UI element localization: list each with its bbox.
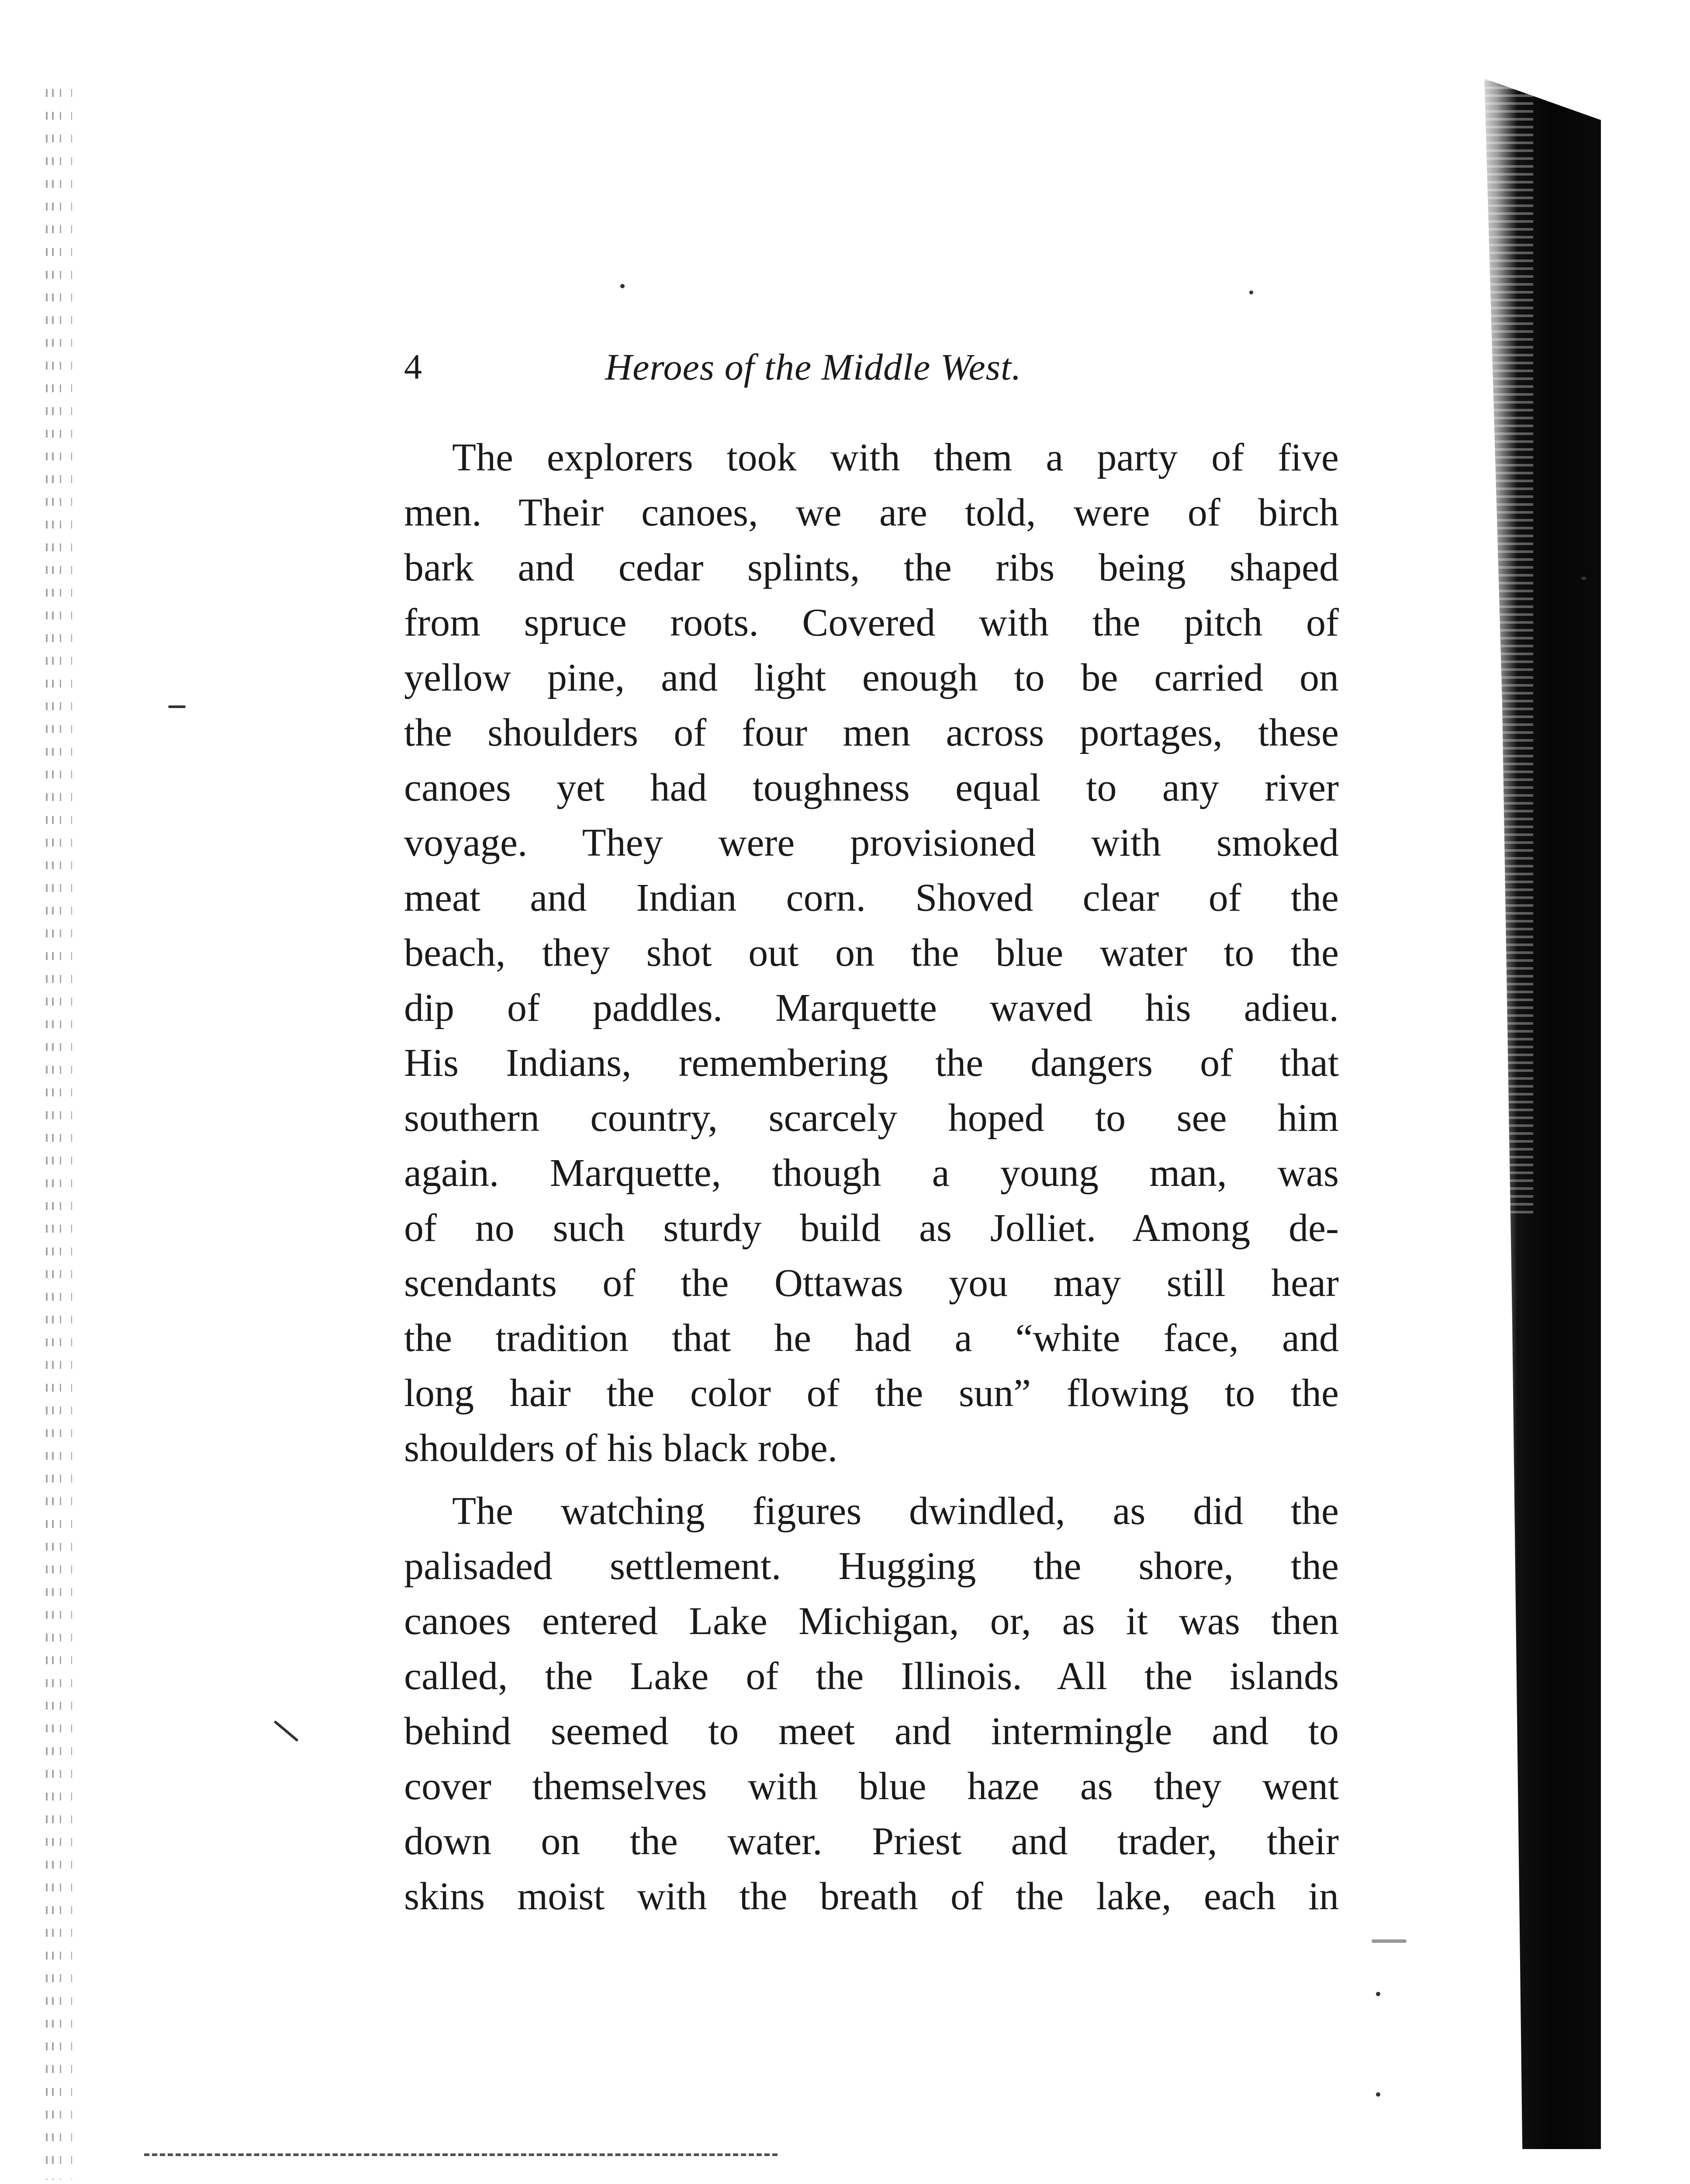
text-line: voyage. They were provisioned with smoked — [404, 821, 1339, 864]
running-title: Heroes of the Middle West. — [605, 346, 1022, 388]
scan-speck — [1376, 1992, 1380, 1996]
text-line: yellow pine, and light enough to be carried on — [404, 656, 1339, 699]
scan-speck — [1581, 577, 1586, 580]
right-page-edge-grain — [1468, 79, 1533, 1214]
text-line: His Indians, remembering the dangers of that — [404, 1041, 1339, 1085]
text-line: The watching figures dwindled, as did the — [452, 1489, 1339, 1533]
left-binding-edge — [46, 74, 111, 2180]
text-line: bark and cedar splints, the ribs being shaped — [404, 546, 1339, 589]
text-line: called, the Lake of the Illinois. All the islands — [404, 1655, 1339, 1698]
text-line: palisaded settlement. Hugging the shore, the — [404, 1545, 1339, 1588]
text-line: the shoulders of four men across portages, these — [404, 711, 1339, 754]
text-line: long hair the color of the sun” flowing to the — [404, 1372, 1339, 1415]
text-line: shoulders of his black robe. — [404, 1427, 838, 1470]
text-line: the tradition that he had a “white face, and — [404, 1317, 1339, 1360]
page-number: 4 — [404, 347, 422, 387]
body-text — [404, 430, 1339, 1924]
text-line: down on the water. Priest and trader, their — [404, 1820, 1339, 1863]
text-line: scendants of the Ottawas you may still hear — [404, 1261, 1339, 1305]
scan-speck — [1376, 2092, 1380, 2097]
scan-speck — [168, 705, 186, 708]
text-line: southern country, scarcely hoped to see him — [404, 1096, 1339, 1140]
text-line: behind seemed to meet and intermingle and to — [404, 1710, 1339, 1753]
paragraph — [404, 430, 1339, 1476]
page-header — [404, 336, 1343, 397]
paragraph — [404, 1484, 1339, 1924]
text-line: skins moist with the breath of the lake, each in — [404, 1875, 1339, 1918]
text-line: of no such sturdy build as Jolliet. Among de- — [404, 1206, 1339, 1250]
text-line: cover themselves with blue haze as they went — [404, 1765, 1339, 1808]
scan-speck — [1249, 290, 1253, 294]
text-line: dip of paddles. Marquette waved his adieu. — [404, 986, 1339, 1030]
text-line: The explorers took with them a party of five — [452, 436, 1339, 479]
text-line: canoes yet had toughness equal to any river — [404, 766, 1339, 809]
bottom-edge-rule — [144, 2153, 778, 2156]
text-line: from spruce roots. Covered with the pitch of — [404, 601, 1339, 644]
text-line: meat and Indian corn. Shoved clear of the — [404, 876, 1339, 919]
text-line: again. Marquette, though a young man, was — [404, 1151, 1339, 1195]
scan-speck — [273, 1720, 298, 1742]
scan-speck — [620, 284, 625, 288]
text-line: men. Their canoes, we are told, were of birch — [404, 491, 1339, 534]
text-line: beach, they shot out on the blue water to the — [404, 931, 1339, 975]
scan-speck — [1372, 1939, 1407, 1943]
text-line: canoes entered Lake Michigan, or, as it was then — [404, 1600, 1339, 1643]
